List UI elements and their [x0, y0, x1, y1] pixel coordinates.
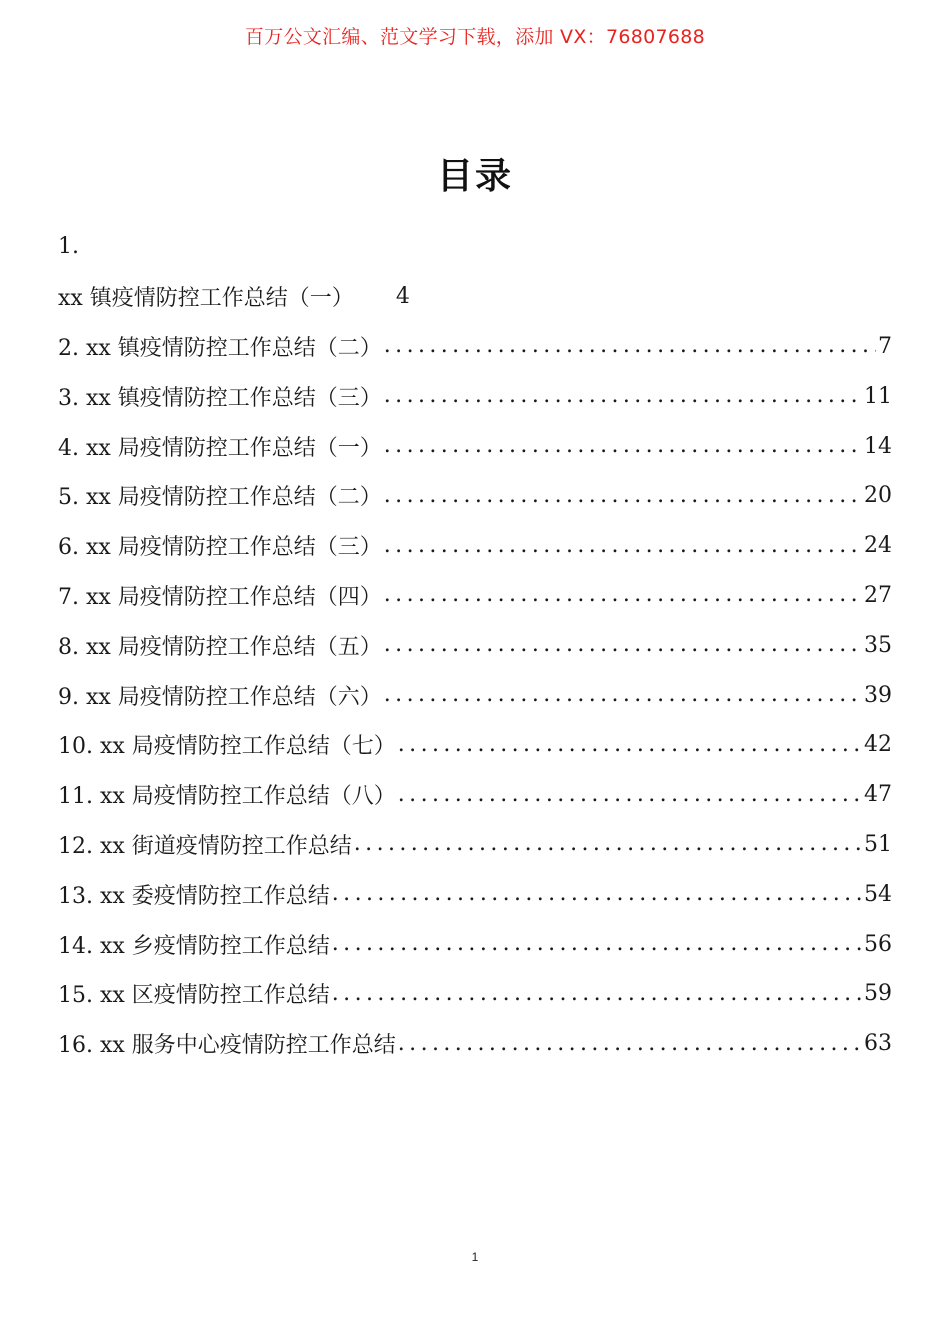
toc-entry-page: 4: [395, 284, 410, 310]
toc-leader-dots: [384, 535, 862, 557]
toc-entry-page: 14: [864, 433, 892, 459]
toc-entry-label: 8. xx 局疫情防控工作总结（五）: [58, 634, 382, 660]
toc-entry-page: 54: [864, 881, 892, 907]
toc-leader-dots: [332, 983, 862, 1005]
toc-entry[interactable]: [58, 670, 892, 720]
toc-entry-page: 11: [864, 383, 892, 409]
toc-leader-dots: [398, 784, 862, 806]
toc-entry[interactable]: [58, 222, 892, 272]
toc-entry[interactable]: [58, 521, 892, 571]
watermark-header: 百万公文汇编、范文学习下载，添加 VX：76807688: [244, 26, 706, 48]
toc-entry[interactable]: [58, 371, 892, 421]
toc-entry-page: 56: [864, 931, 892, 957]
toc-entry-label: 9. xx 局疫情防控工作总结（六）: [58, 684, 382, 710]
toc-leader-dots: [384, 335, 876, 357]
toc-entry-label: 6. xx 局疫情防控工作总结（三）: [58, 535, 382, 561]
toc-entry[interactable]: [58, 869, 892, 919]
toc-leader-dots: [384, 485, 862, 507]
toc-leader-dots: [398, 734, 862, 756]
toc-entry[interactable]: [58, 272, 892, 322]
toc-entry-page: 63: [864, 1031, 892, 1057]
toc-entry-page: 42: [864, 732, 892, 758]
toc-entry-label: 7. xx 局疫情防控工作总结（四）: [58, 584, 382, 610]
toc-entry-page: 51: [864, 831, 892, 857]
toc-entry[interactable]: [58, 471, 892, 521]
toc-leader-dots: [384, 634, 862, 656]
toc-leader-dots: [332, 933, 862, 955]
toc-entry-label: 13. xx 委疫情防控工作总结: [58, 883, 330, 909]
toc-entry-label: 11. xx 局疫情防控工作总结（八）: [58, 784, 396, 810]
toc-entry[interactable]: [58, 919, 892, 969]
page-title: 目录: [436, 156, 513, 197]
toc-leader-dots: [384, 385, 862, 407]
toc-entry-page: 35: [864, 632, 892, 658]
toc-entry-label: 10. xx 局疫情防控工作总结（七）: [58, 734, 396, 760]
toc-entry-label: 5. xx 局疫情防控工作总结（二）: [58, 485, 382, 511]
toc-entry[interactable]: [58, 969, 892, 1019]
page-number: 1: [471, 1250, 479, 1264]
toc-leader-dots: [384, 584, 862, 606]
toc-entry[interactable]: [58, 620, 892, 670]
toc-entry-page: 47: [864, 782, 892, 808]
table-of-contents: [58, 222, 892, 1069]
toc-leader-dots: [332, 883, 862, 905]
toc-entry-label: 1.: [58, 234, 79, 260]
toc-entry-page: 59: [864, 981, 892, 1007]
toc-leader-dots: [384, 684, 862, 706]
toc-entry[interactable]: [58, 1019, 892, 1069]
toc-entry-page: 27: [864, 582, 892, 608]
toc-entry-page: 20: [864, 483, 892, 509]
toc-entry-page: 24: [864, 533, 892, 559]
toc-entry[interactable]: [58, 421, 892, 471]
toc-entry-page: 7: [878, 333, 892, 359]
toc-entry-label: 2. xx 镇疫情防控工作总结（二）: [58, 335, 382, 361]
toc-entry-label: 12. xx 街道疫情防控工作总结: [58, 833, 352, 859]
toc-leader-dots: [354, 833, 862, 855]
toc-entry-label: 3. xx 镇疫情防控工作总结（三）: [58, 385, 382, 411]
toc-entry[interactable]: [58, 820, 892, 870]
toc-leader-dots: [384, 435, 862, 457]
toc-entry[interactable]: [58, 322, 892, 372]
toc-entry-label: 16. xx 服务中心疫情防控工作总结: [58, 1033, 396, 1059]
toc-entry-label: 15. xx 区疫情防控工作总结: [58, 983, 330, 1009]
toc-entry-label: 14. xx 乡疫情防控工作总结: [58, 933, 330, 959]
toc-entry-page: 39: [864, 682, 892, 708]
toc-entry[interactable]: [58, 720, 892, 770]
toc-entry-label: 4. xx 局疫情防控工作总结（一）: [58, 435, 382, 461]
toc-entry[interactable]: [58, 770, 892, 820]
toc-leader-dots: [398, 1033, 862, 1055]
toc-entry-label: xx 镇疫情防控工作总结（一）: [58, 286, 354, 312]
toc-entry[interactable]: [58, 571, 892, 621]
